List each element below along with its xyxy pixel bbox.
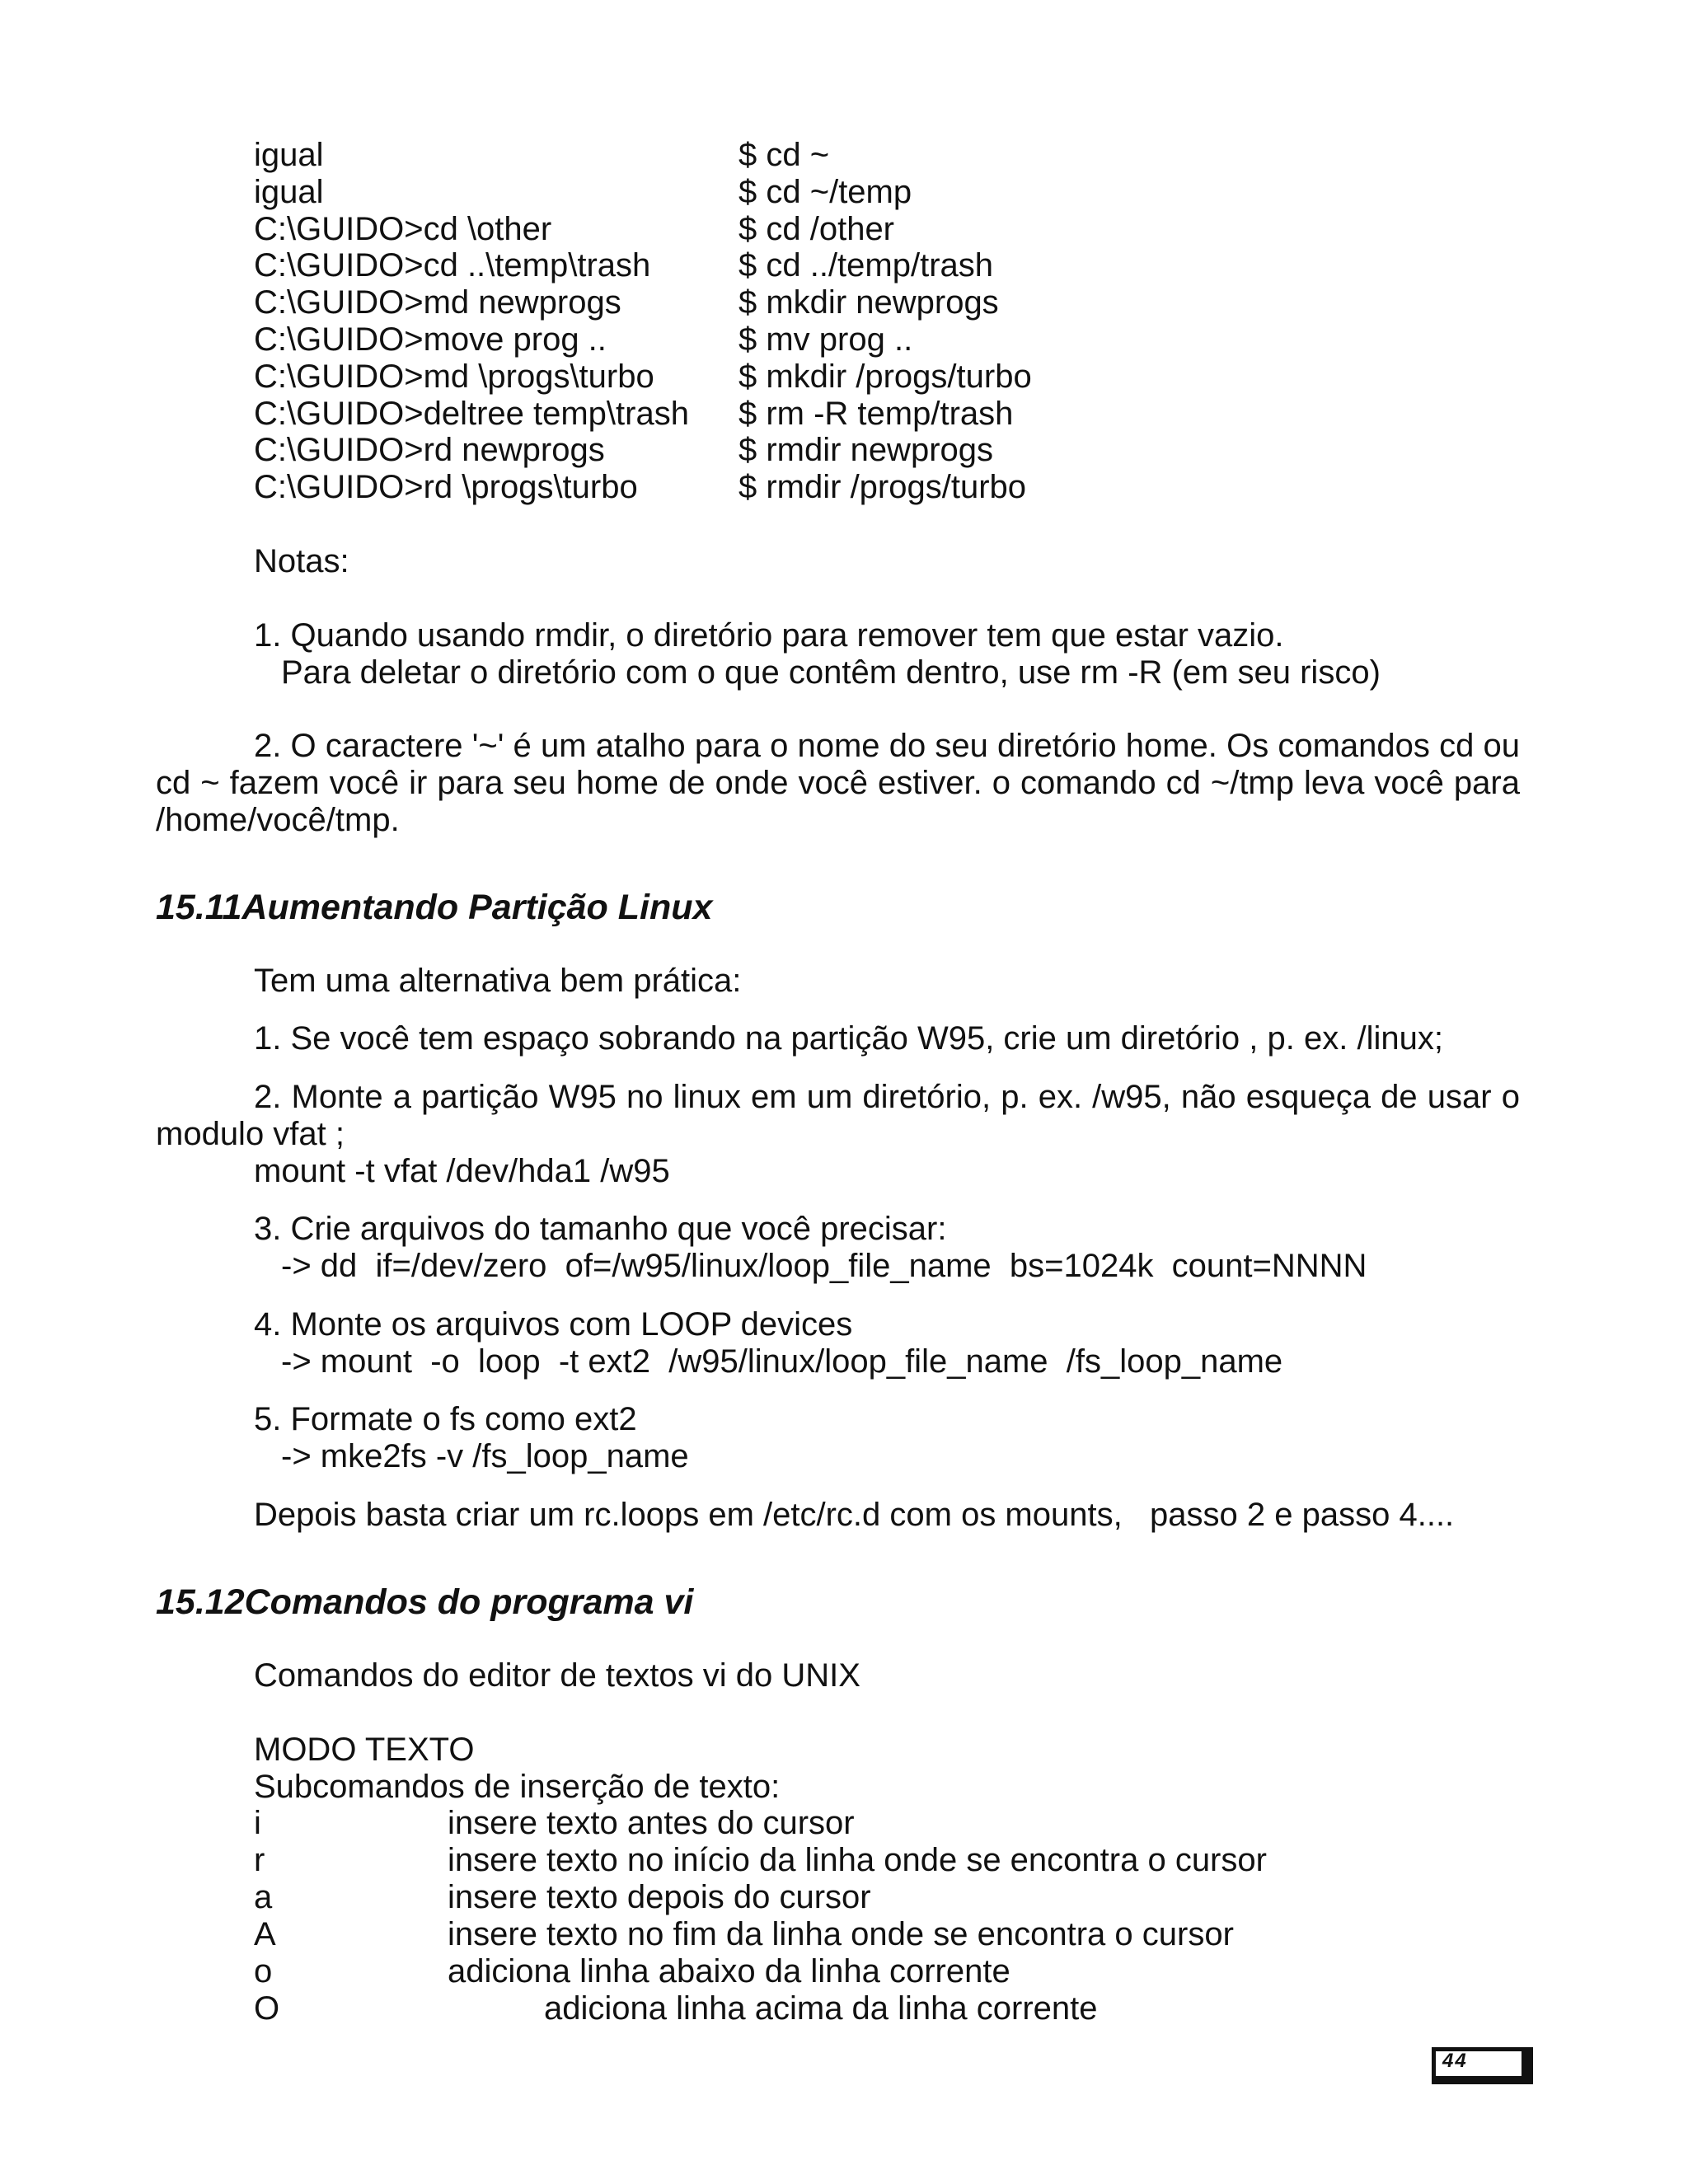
step-3: 3. Crie arquivos do tamanho que você precisar: — [254, 1211, 947, 1247]
dos-command: C:\GUIDO>md newprogs — [254, 284, 621, 321]
linux-command: $ mv prog .. — [738, 321, 913, 358]
dos-command: C:\GUIDO>deltree temp\trash — [254, 396, 689, 432]
linux-command: $ rmdir /progs/turbo — [738, 469, 1027, 505]
mode-title: MODO TEXTO — [254, 1732, 475, 1768]
linux-command: $ rmdir newprogs — [738, 432, 994, 468]
step-4-command: -> mount -o loop -t ext2 /w95/linux/loop_file_name /fs_loop_name — [281, 1343, 1283, 1380]
dos-command: igual — [254, 137, 324, 173]
step-1: 1. Se você tem espaço sobrando na partição W95, crie um diretório , p. ex. /linux; — [254, 1020, 1443, 1057]
section-15-11-outro: Depois basta criar um rc.loops em /etc/rc.d com os mounts, passo 2 e passo 4.... — [254, 1497, 1455, 1533]
vi-command-key: i — [254, 1805, 261, 1841]
step-3-command: -> dd if=/dev/zero of=/w95/linux/loop_file_name bs=1024k count=NNNN — [281, 1248, 1367, 1284]
vi-command-key: O — [254, 1990, 280, 2027]
linux-command: $ rm -R temp/trash — [738, 396, 1014, 432]
vi-command-key: A — [254, 1916, 276, 1952]
step-5: 5. Formate o fs como ext2 — [254, 1401, 637, 1437]
note-1-line-1: 1. Quando usando rmdir, o diretório para remover tem que estar vazio. — [254, 617, 1284, 654]
dos-command: C:\GUIDO>md \progs\turbo — [254, 359, 654, 395]
linux-command: $ mkdir /progs/turbo — [738, 359, 1032, 395]
linux-command: $ cd ~/temp — [738, 174, 912, 210]
dos-command: C:\GUIDO>move prog .. — [254, 321, 607, 358]
section-15-11-intro: Tem uma alternativa bem prática: — [254, 963, 742, 999]
dos-command: C:\GUIDO>rd \progs\turbo — [254, 469, 638, 505]
dos-command: igual — [254, 174, 324, 210]
section-heading-15-11: 15.11Aumentando Partição Linux — [156, 888, 713, 927]
step-5-command: -> mke2fs -v /fs_loop_name — [281, 1438, 689, 1474]
vi-command-description: insere texto no fim da linha onde se encontra o cursor — [448, 1916, 1234, 1952]
vi-command-description: adiciona linha acima da linha corrente — [544, 1990, 1098, 2027]
vi-command-description: adiciona linha abaixo da linha corrente — [448, 1953, 1010, 1990]
dos-command: C:\GUIDO>rd newprogs — [254, 432, 605, 468]
page-number: 44 — [1442, 2050, 1468, 2072]
vi-command-key: a — [254, 1879, 273, 1915]
section-15-12-intro: Comandos do editor de textos vi do UNIX — [254, 1657, 860, 1694]
step-2: 2. Monte a partição W95 no linux em um diretório, p. ex. /w95, não esqueça de usar o modulo vfat ; — [156, 1079, 1520, 1152]
note-1-line-2: Para deletar o diretório com o que contêm dentro, use rm -R (em seu risco) — [281, 654, 1381, 691]
vi-command-key: o — [254, 1953, 273, 1990]
linux-command: $ cd ~ — [738, 137, 830, 173]
section-heading-15-12: 15.12Comandos do programa vi — [156, 1582, 694, 1622]
notes-title: Notas: — [254, 543, 349, 579]
linux-command: $ mkdir newprogs — [738, 284, 999, 321]
subcommands-heading: Subcomandos de inserção de texto: — [254, 1769, 781, 1805]
dos-command: C:\GUIDO>cd \other — [254, 211, 552, 247]
linux-command: $ cd ../temp/trash — [738, 247, 994, 284]
vi-command-description: insere texto antes do cursor — [448, 1805, 855, 1841]
dos-command: C:\GUIDO>cd ..\temp\trash — [254, 247, 651, 284]
page-number-badge — [1432, 2047, 1533, 2084]
linux-command: $ cd /other — [738, 211, 895, 247]
step-4: 4. Monte os arquivos com LOOP devices — [254, 1306, 853, 1343]
note-2: 2. O caractere '~' é um atalho para o nome do seu diretório home. Os comandos cd ou cd ~ fazem você ir para seu home de onde você estiver. o comando cd ~/tmp leva você para /home/você/tmp. — [156, 728, 1520, 838]
step-2-command: mount -t vfat /dev/hda1 /w95 — [254, 1153, 670, 1189]
vi-command-description: insere texto no início da linha onde se encontra o cursor — [448, 1842, 1267, 1878]
vi-command-description: insere texto depois do cursor — [448, 1879, 871, 1915]
vi-command-key: r — [254, 1842, 265, 1878]
